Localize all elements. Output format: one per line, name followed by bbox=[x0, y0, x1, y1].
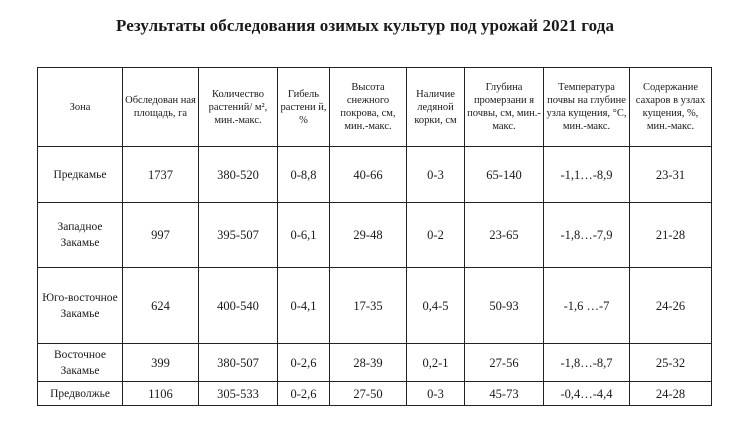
cell-area: 997 bbox=[123, 203, 199, 268]
cell-area: 1737 bbox=[123, 147, 199, 203]
cell-plants: 395-507 bbox=[199, 203, 278, 268]
cell-temp: -1,6 …-7 bbox=[544, 268, 630, 344]
survey-table bbox=[37, 67, 712, 406]
cell-zone: Юго-восточное Закамье bbox=[38, 268, 123, 344]
cell-zone: Предволжье bbox=[38, 382, 123, 406]
cell-plants: 400-540 bbox=[199, 268, 278, 344]
cell-zone: Предкамье bbox=[38, 147, 123, 203]
cell-snow: 29-48 bbox=[330, 203, 407, 268]
cell-ice: 0-3 bbox=[407, 382, 465, 406]
header-frost: Глубина промерзани я почвы, см, мин.-макс. bbox=[465, 68, 544, 147]
cell-snow: 40-66 bbox=[330, 147, 407, 203]
cell-ice: 0,4-5 bbox=[407, 268, 465, 344]
cell-area: 1106 bbox=[123, 382, 199, 406]
cell-temp: -1,8…-8,7 bbox=[544, 344, 630, 382]
cell-area: 399 bbox=[123, 344, 199, 382]
header-ice: Наличие ледяной корки, см bbox=[407, 68, 465, 147]
cell-ice: 0-2 bbox=[407, 203, 465, 268]
cell-sugar: 24-28 bbox=[630, 382, 712, 406]
header-temp: Температура почвы на глубине узла кущения, °С, мин.-макс. bbox=[544, 68, 630, 147]
cell-loss: 0-6,1 bbox=[278, 203, 330, 268]
cell-frost: 23-65 bbox=[465, 203, 544, 268]
cell-temp: -1,8…-7,9 bbox=[544, 203, 630, 268]
cell-temp: -1,1…-8,9 bbox=[544, 147, 630, 203]
header-sugar: Содержание сахаров в узлах кущения, %, мин.-макс. bbox=[630, 68, 712, 147]
header-plants: Количество растений/ м², мин.-макс. bbox=[199, 68, 278, 147]
cell-temp: -0,4…-4,4 bbox=[544, 382, 630, 406]
table-row bbox=[38, 344, 712, 382]
cell-loss: 0-2,6 bbox=[278, 344, 330, 382]
cell-loss: 0-4,1 bbox=[278, 268, 330, 344]
header-loss: Гибель растени й, % bbox=[278, 68, 330, 147]
table-row bbox=[38, 203, 712, 268]
cell-area: 624 bbox=[123, 268, 199, 344]
cell-ice: 0-3 bbox=[407, 147, 465, 203]
cell-frost: 45-73 bbox=[465, 382, 544, 406]
cell-plants: 380-507 bbox=[199, 344, 278, 382]
page-title: Результаты обследования озимых культур под урожай 2021 года bbox=[115, 16, 615, 35]
cell-sugar: 21-28 bbox=[630, 203, 712, 268]
cell-frost: 65-140 bbox=[465, 147, 544, 203]
cell-plants: 305-533 bbox=[199, 382, 278, 406]
cell-loss: 0-2,6 bbox=[278, 382, 330, 406]
cell-ice: 0,2-1 bbox=[407, 344, 465, 382]
table-row bbox=[38, 382, 712, 406]
cell-sugar: 23-31 bbox=[630, 147, 712, 203]
cell-sugar: 24-26 bbox=[630, 268, 712, 344]
cell-sugar: 25-32 bbox=[630, 344, 712, 382]
table-header-row bbox=[38, 68, 712, 147]
cell-loss: 0-8,8 bbox=[278, 147, 330, 203]
cell-plants: 380-520 bbox=[199, 147, 278, 203]
table-row bbox=[38, 268, 712, 344]
cell-frost: 27-56 bbox=[465, 344, 544, 382]
cell-snow: 28-39 bbox=[330, 344, 407, 382]
header-area: Обследован ная площадь, га bbox=[123, 68, 199, 147]
cell-zone: Восточное Закамье bbox=[38, 344, 123, 382]
header-snow: Высота снежного покрова, см, мин.-макс. bbox=[330, 68, 407, 147]
header-zone: Зона bbox=[38, 68, 123, 147]
table-row bbox=[38, 147, 712, 203]
cell-snow: 17-35 bbox=[330, 268, 407, 344]
cell-snow: 27-50 bbox=[330, 382, 407, 406]
cell-zone: Западное Закамье bbox=[38, 203, 123, 268]
cell-frost: 50-93 bbox=[465, 268, 544, 344]
